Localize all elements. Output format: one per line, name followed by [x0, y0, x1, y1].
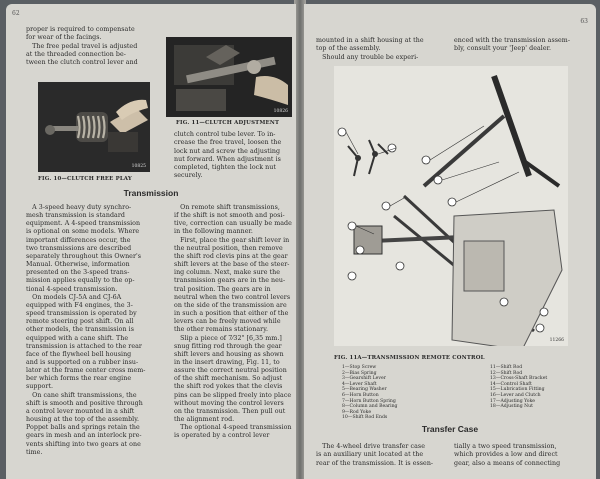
text-line: enced with the transmission assem-: [454, 37, 571, 44]
clutch-adjustment-photo: [166, 37, 292, 117]
text-line: is optional on some models. Where: [26, 228, 140, 236]
text-line: First, place the gear shift lever in: [174, 236, 290, 244]
fig10-caption: FIG. 10—CLUTCH FREE PLAY: [38, 176, 132, 182]
text-line: 2—Bias Spring: [342, 370, 377, 376]
text-line: tral position. The gears are in: [174, 285, 271, 293]
col1-body-text: [26, 204, 145, 457]
text-line: the shift rod clevis pins at the gear: [174, 252, 288, 260]
text-line: on the side of the transmission are: [174, 301, 287, 309]
transmission-heading: Transmission: [123, 188, 179, 198]
text-line: for wear of the facings.: [26, 34, 102, 42]
clutch-free-play-illustration: [38, 82, 150, 172]
text-line: vents shifting into two gears at one: [26, 440, 141, 448]
text-line: crease the free travel, loosen the: [174, 139, 282, 147]
text-line: mounted in a shift housing at the: [316, 37, 424, 44]
text-line: if the shift is not smooth and posi-: [174, 212, 285, 220]
col2-bottom-text: [454, 443, 560, 468]
text-line: the shift rod yokes that the clevis: [174, 383, 283, 391]
col1-top-text: [316, 37, 424, 62]
text-line: a control lever mounted in a shift: [26, 407, 135, 415]
text-line: clutch control tube lever. To in-: [174, 131, 276, 138]
text-line: in the insert drawing, Fig. 11, to: [174, 358, 280, 366]
text-line: On cane shift transmissions, the: [26, 391, 137, 399]
text-line: Slip a piece of 7⁄32" [6,35 mm.]: [174, 334, 282, 342]
text-line: equipment. A 4-speed transmission: [26, 220, 141, 228]
text-line: On remote shift transmissions,: [174, 204, 280, 211]
fig11a-legend-col2: [490, 365, 547, 410]
text-line: in such a position that either of the: [174, 310, 289, 318]
text-line: the other remains stationary.: [174, 326, 269, 334]
text-line: tially a two speed transmission,: [454, 443, 557, 450]
text-line: 1—Stop Screw: [342, 365, 377, 370]
text-line: other models, the transmission is: [26, 326, 134, 334]
text-line: rear of the transmission. It is essen-: [316, 459, 434, 467]
text-line: 17—Adjusting Yoke: [490, 398, 536, 404]
text-line: The 4-wheel drive transfer case: [316, 443, 425, 450]
text-line: mesh transmission is standard: [26, 212, 125, 220]
text-line: support.: [26, 383, 54, 391]
text-line: 15—Lubrication Fitting: [490, 387, 545, 393]
text-line: Should any trouble be experi-: [316, 53, 419, 61]
text-line: which provides a low and direct: [454, 451, 558, 459]
text-line: equipped with a cane shift. The: [26, 334, 129, 342]
text-line: 12—Shift Rod: [490, 370, 523, 376]
text-line: and is supported on a rubber insu-: [26, 358, 139, 366]
fig11-caption: FIG. 11—CLUTCH ADJUSTMENT: [176, 120, 280, 126]
text-line: 10—Shift Rod Ends: [342, 415, 388, 421]
text-line: separately throughout this Owner's: [26, 252, 142, 260]
page-number: 63: [580, 18, 588, 25]
text-line: the alignment rod.: [174, 416, 235, 424]
fig11-plate-number: 10826: [273, 109, 288, 114]
text-line: equipped with F4 engines, the 3-: [26, 301, 133, 309]
text-line: nut forward. When adjustment is: [174, 155, 281, 163]
col1-intro-text: [26, 26, 138, 67]
text-line: transmission gears are in the neu-: [174, 277, 286, 285]
text-line: the neutral position, then remove: [174, 244, 283, 252]
text-line: pins can be slipped freely into place: [174, 391, 292, 399]
text-line: 16—Lever and Clutch: [490, 392, 541, 398]
text-line: transmission is attached to the rear: [26, 342, 142, 350]
text-line: proper is required to compensate: [26, 26, 135, 33]
text-line: lator at the frame center cross mem-: [26, 367, 146, 375]
text-line: gear, also a means of connecting: [454, 459, 561, 467]
text-line: The free pedal travel is adjusted: [26, 42, 138, 50]
text-line: tional 4-speed transmission.: [26, 285, 118, 293]
text-line: 9—Rod Yoke: [342, 409, 372, 415]
text-line: snug fitting rod through the gear: [174, 342, 282, 350]
text-line: without moving the control levers: [174, 399, 284, 407]
transmission-remote-control-drawing: [334, 66, 568, 346]
text-line: 13—Cross-Shaft Bracket: [490, 376, 548, 382]
text-line: remote steering post shift. On all: [26, 318, 134, 326]
text-line: gears in mesh and an interlock pre-: [26, 432, 142, 440]
text-line: time.: [26, 448, 43, 456]
text-line: 7—Horn Button Spring: [342, 398, 396, 404]
text-line: completed, tighten the lock nut: [174, 164, 276, 172]
text-line: Manual. Otherwise, information: [26, 261, 130, 269]
text-line: on the transmission. Then pull out: [174, 407, 286, 415]
col2-top-text: [454, 37, 570, 54]
clutch-adjustment-illustration: [166, 37, 292, 117]
text-line: is an auxiliary unit located at the: [316, 451, 424, 459]
text-line: is operated by a control lever: [174, 432, 270, 440]
text-line: securely.: [174, 172, 203, 180]
col2-intro-text: [174, 131, 281, 181]
text-line: 14—Control Shaft: [490, 381, 532, 387]
right-page: [304, 4, 596, 479]
col1-bottom-text: [316, 443, 433, 468]
text-line: On models CJ-5A and CJ-6A: [26, 293, 122, 301]
text-line: lock nut and screw the adjusting: [174, 147, 281, 155]
text-line: in the following manner.: [174, 228, 253, 236]
text-line: 8—Column and Bearing: [342, 404, 398, 410]
text-line: neutral when the two control levers: [174, 293, 291, 301]
text-line: bly, consult your 'Jeep' dealer.: [454, 45, 552, 53]
text-line: presented on the 3-speed trans-: [26, 269, 130, 277]
text-line: 5—Bearing Washer: [342, 387, 387, 393]
fig10-plate-number: 10825: [131, 164, 146, 169]
col2-body-text: [174, 204, 292, 441]
text-line: A 3-speed heavy duty synchro-: [26, 204, 132, 211]
text-line: shift levers and housing as shown: [174, 350, 284, 358]
text-line: levers can be freely moved while: [174, 318, 281, 326]
text-line: housing at the top of the assembly.: [26, 416, 140, 424]
fig11a-legend-col1: [342, 365, 398, 421]
text-line: The optional 4-speed transmission: [174, 424, 292, 432]
text-line: assure the correct neutral position: [174, 367, 287, 375]
page-number: 62: [12, 10, 20, 17]
text-line: ing column. Next, make sure the: [174, 269, 280, 277]
fig11a-caption: FIG. 11A—TRANSMISSION REMOTE CONTROL: [334, 355, 485, 361]
fig11a-plate-number: 11266: [549, 338, 564, 343]
text-line: 4—Lever Shaft: [342, 381, 377, 387]
text-line: 11—Shift Rod: [490, 365, 523, 370]
text-line: top of the assembly.: [316, 45, 381, 53]
text-line: ber which forms the rear engine: [26, 375, 132, 383]
text-line: shift is smooth and positive through: [26, 399, 143, 407]
text-line: two transmissions are described: [26, 244, 132, 252]
text-line: tive, correction can usually be made: [174, 220, 292, 228]
text-line: tween the clutch control lever and: [26, 59, 138, 67]
text-line: Poppet balls and springs retain the: [26, 424, 140, 432]
remote-control-illustration: [334, 66, 568, 346]
left-page: [6, 4, 296, 479]
text-line: 3—Gearshift Lever: [342, 376, 386, 382]
text-line: important differences occur, the: [26, 236, 131, 244]
transfer-case-heading: Transfer Case: [421, 424, 479, 434]
text-line: shift levers at the base of the steer-: [174, 261, 290, 269]
text-line: face of the flywheel bell housing: [26, 350, 132, 358]
text-line: mission applies equally to the op-: [26, 277, 135, 285]
text-line: of the shift mechanism. So adjust: [174, 375, 283, 383]
text-line: 6—Horn Button: [342, 392, 379, 398]
clutch-free-play-photo: [38, 82, 150, 172]
text-line: speed transmission is operated by: [26, 310, 137, 318]
text-line: 18—Adjusting Nut: [490, 404, 533, 410]
text-line: at the threaded connection be-: [26, 50, 126, 58]
